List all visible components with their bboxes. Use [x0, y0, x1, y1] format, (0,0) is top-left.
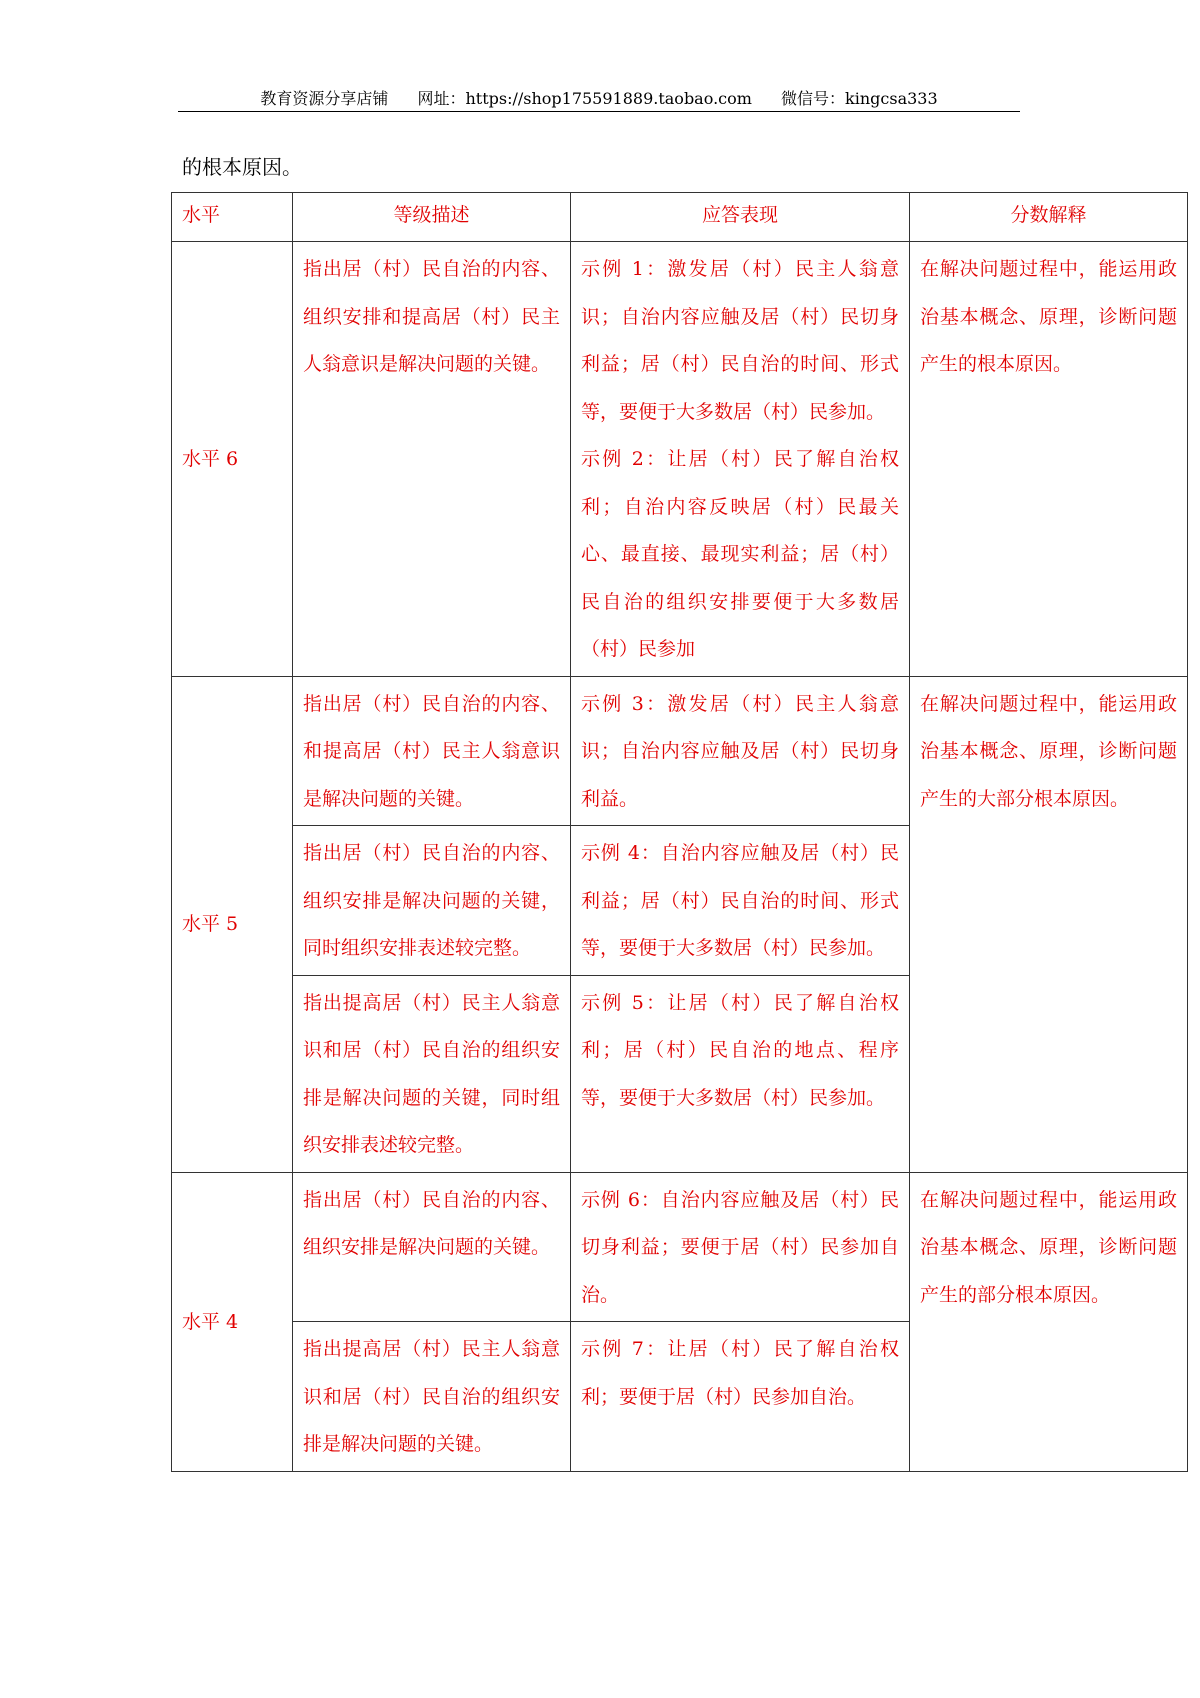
column-header-answer: 应答表现 — [571, 193, 910, 242]
header-shop: 教育资源分享店铺 — [260, 89, 389, 108]
level-description: 指出提高居（村）民主人翁意识和居（村）民自治的组织安排是解决问题的关键，同时组织安排表述较完整。 — [293, 975, 571, 1172]
table-row-level-4 — [172, 1172, 1188, 1322]
table-row-level-6 — [172, 242, 1188, 677]
level-description: 指出居（村）民自治的内容、和提高居（村）民主人翁意识是解决问题的关键。 — [293, 676, 571, 826]
scoring-rubric-table — [171, 192, 1188, 1472]
level-description: 指出居（村）民自治的内容、组织安排和提高居（村）民主人翁意识是解决问题的关键。 — [293, 242, 571, 677]
header-divider — [178, 111, 1020, 112]
score-explanation: 在解决问题过程中，能运用政治基本概念、原理，诊断问题产生的大部分根本原因。 — [910, 676, 1188, 1172]
lead-text: 的根本原因。 — [182, 155, 302, 179]
column-header-level: 水平 — [172, 193, 293, 242]
answer-example-6: 示例 6：自治内容应触及居（村）民切身利益；要便于居（村）民参加自治。 — [571, 1172, 910, 1322]
level-description: 指出居（村）民自治的内容、组织安排是解决问题的关键。 — [293, 1172, 571, 1322]
answer-example-5: 示例 5：让居（村）民了解自治权利；居（村）民自治的地点、程序等，要便于大多数居（村）民参加。 — [571, 975, 910, 1172]
level-description: 指出提高居（村）民主人翁意识和居（村）民自治的组织安排是解决问题的关键。 — [293, 1322, 571, 1472]
score-explanation: 在解决问题过程中，能运用政治基本概念、原理，诊断问题产生的根本原因。 — [910, 242, 1188, 677]
level-description: 指出居（村）民自治的内容、组织安排是解决问题的关键，同时组织安排表述较完整。 — [293, 826, 571, 976]
column-header-description: 等级描述 — [293, 193, 571, 242]
level-label: 水平 6 — [172, 242, 293, 677]
table-row-level-5 — [172, 676, 1188, 826]
answer-example-7: 示例 7：让居（村）民了解自治权利；要便于居（村）民参加自治。 — [571, 1322, 910, 1472]
answer-examples — [571, 242, 910, 677]
level-label: 水平 4 — [172, 1172, 293, 1471]
score-explanation: 在解决问题过程中，能运用政治基本概念、原理，诊断问题产生的部分根本原因。 — [910, 1172, 1188, 1471]
page-header — [178, 86, 1020, 112]
level-label: 水平 5 — [172, 676, 293, 1172]
header-url: 网址：https://shop175591889.taobao.com — [417, 89, 752, 108]
table-header-row — [172, 193, 1188, 242]
answer-example-2: 示例 2：让居（村）民了解自治权利；自治内容反映居（村）民最关心、最直接、最现实利益；居（村）民自治的组织安排要便于大多数居（村）民参加 — [581, 448, 899, 660]
answer-example-4: 示例 4：自治内容应触及居（村）民利益；居（村）民自治的时间、形式等，要便于大多数居（村）民参加。 — [571, 826, 910, 976]
header-wechat: 微信号：kingcsa333 — [781, 89, 938, 108]
answer-example-3: 示例 3：激发居（村）民主人翁意识；自治内容应触及居（村）民切身利益。 — [571, 676, 910, 826]
column-header-score: 分数解释 — [910, 193, 1188, 242]
answer-example-1: 示例 1：激发居（村）民主人翁意识；自治内容应触及居（村）民切身利益；居（村）民自治的时间、形式等，要便于大多数居（村）民参加。 — [581, 258, 899, 423]
